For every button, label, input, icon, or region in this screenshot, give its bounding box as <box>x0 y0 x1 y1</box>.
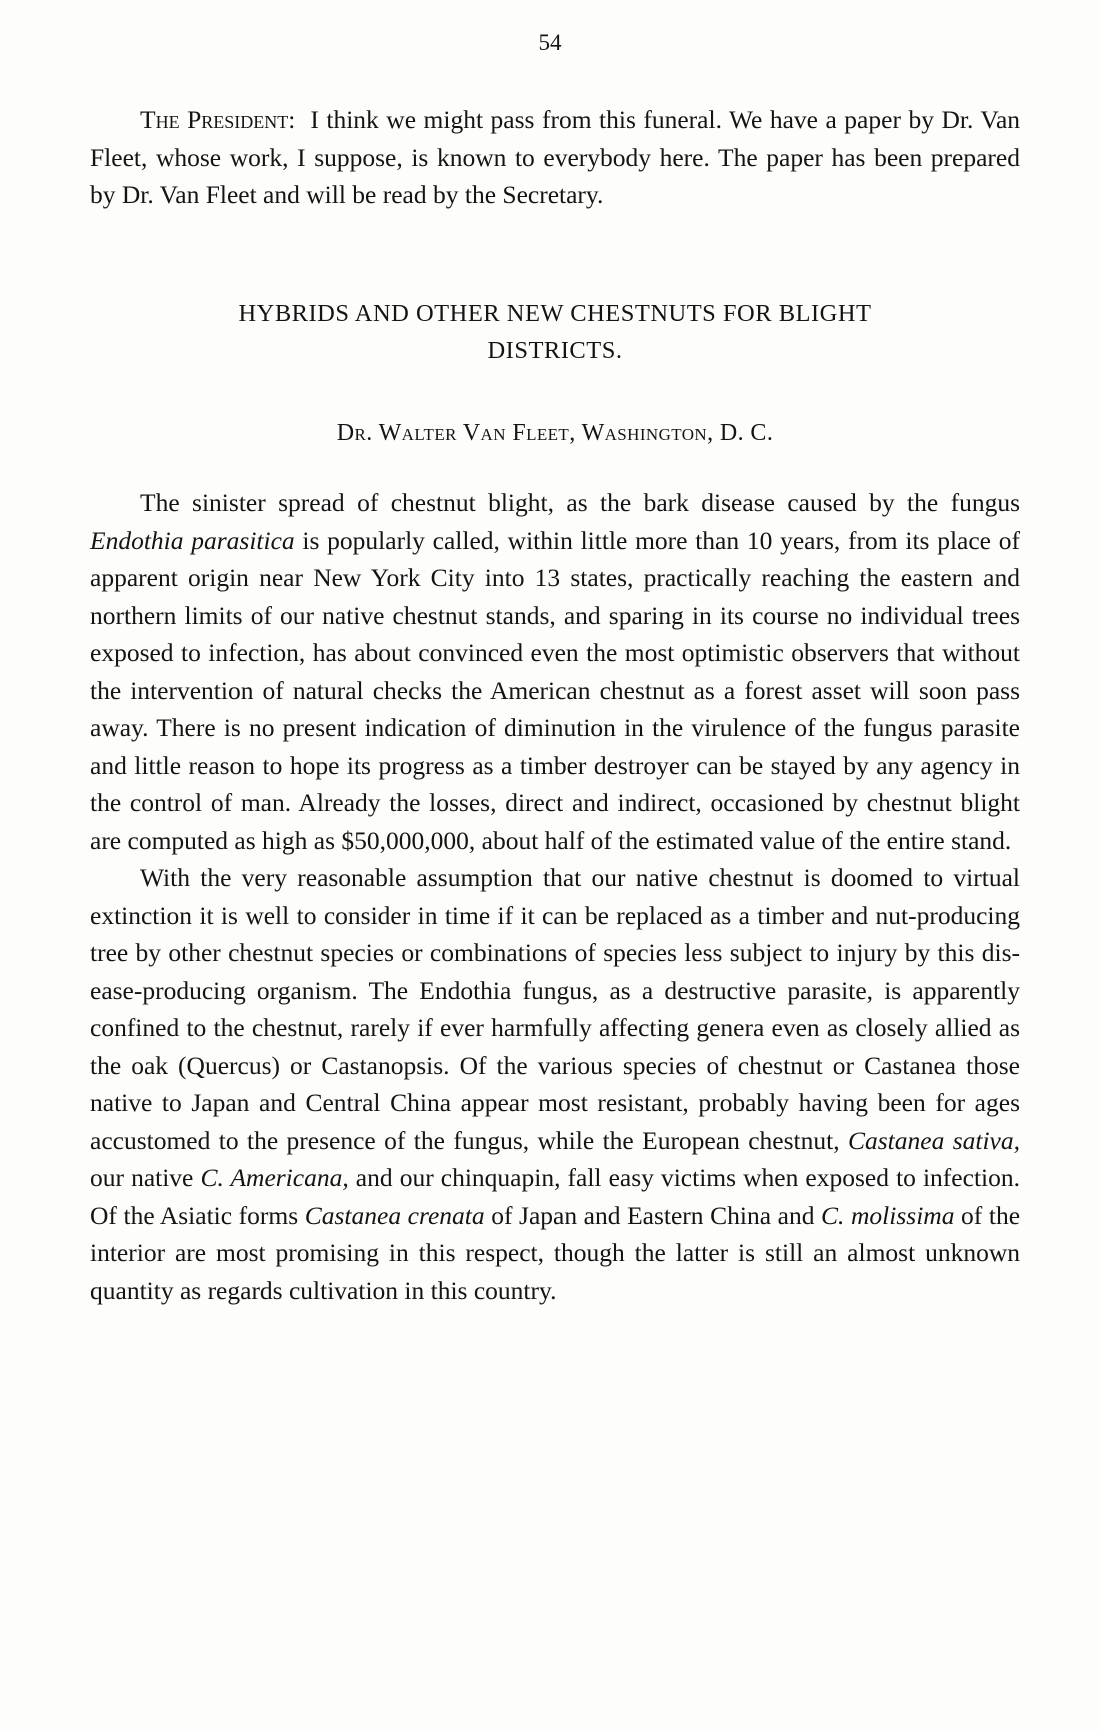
article-title <box>90 295 1020 369</box>
article-title-line-2: DISTRICTS. <box>487 337 623 364</box>
paragraph-2-text-d: of Japan and Eastern China and <box>491 1200 815 1230</box>
page-number: 54 <box>538 30 562 55</box>
article-byline: Dr. Walter Van Fleet, Washington, D. C. <box>336 420 774 446</box>
paragraph-2-text-a: With the very reasonable assumption that our native chestnut is doomed to virtual extinction it is well to consider in time if it can be replaced as a timber and nut-producing tree by other chestnut species or combinations of species less subject to injury by this disease-producing organism. The Endothia fungus, as a destructive parasite, is apparently confined to the chestnut, rarely if ever harmfully affecting genera even as closely allied as the oak (Quercus) or Castanopsis. Of the various species of chestnut or Castanea those native to Japan and Central China appear most resistant, probably having been for ages accustomed to the presence of the fungus, while the European chestnut, <box>90 863 1020 1155</box>
paragraph-1-text-b: is popularly called, within little more than 10 years, from its place of apparent origin near New York City into 13 states, practically reaching the eastern and northern limits of our native chestnut stands, and sparing in its course no individual trees exposed to infection, has about convinced even the most optimistic observers that without the intervention of natural checks the American chestnut as a forest asset will soon pass away. There is no present indication of diminution in the virulence of the fungus parasite and little reason to hope its progress as a timber destroyer can be stayed by any agency in the control of man. Already the losses, direct and indirect, occasioned by chestnut blight are computed as high as $50,000,000, about half of the estimated value of the entire stand. <box>90 525 1020 855</box>
article-body <box>90 484 1020 1309</box>
paragraph-1 <box>90 484 1020 859</box>
intro-section <box>90 101 1020 214</box>
president-remark-text: I think we might pass from this funeral. We have a paper by Dr. Van Fleet, whose work, I suppose, is known to everybody here. The paper has been prepared by Dr. Van Fleet and will be read by the Secretary. <box>90 105 1021 209</box>
speaker-name: The President <box>140 105 289 134</box>
species-name: C. molissima <box>821 1200 955 1230</box>
speaker-colon: : <box>288 105 296 134</box>
species-name: C. Americana, <box>200 1163 349 1192</box>
paragraph-2-text-b: our native <box>90 1163 194 1192</box>
paragraph-1-text-a: The sinister spread of chestnut blight, as the bark disease caused by the fungus <box>140 488 1020 517</box>
species-name: Castanea sativa, <box>847 1125 1021 1155</box>
paragraph-2-text-e: of the interior are most promising in this respect, though the latter is still an almost unknown quantity as regards cultivation in this country. <box>90 1200 1021 1305</box>
paragraph-2-text-c: and our chinquapin, fall easy victims when exposed to infection. Of the Asiatic forms <box>90 1163 1020 1230</box>
species-name: Endothia parasitica <box>90 525 295 555</box>
president-remark <box>90 101 1020 214</box>
species-name: Castanea crenata <box>304 1200 485 1230</box>
paragraph-2 <box>90 859 1020 1309</box>
article-title-line-1: HYBRIDS AND OTHER NEW CHESTNUTS FOR BLIGHT <box>238 300 872 327</box>
